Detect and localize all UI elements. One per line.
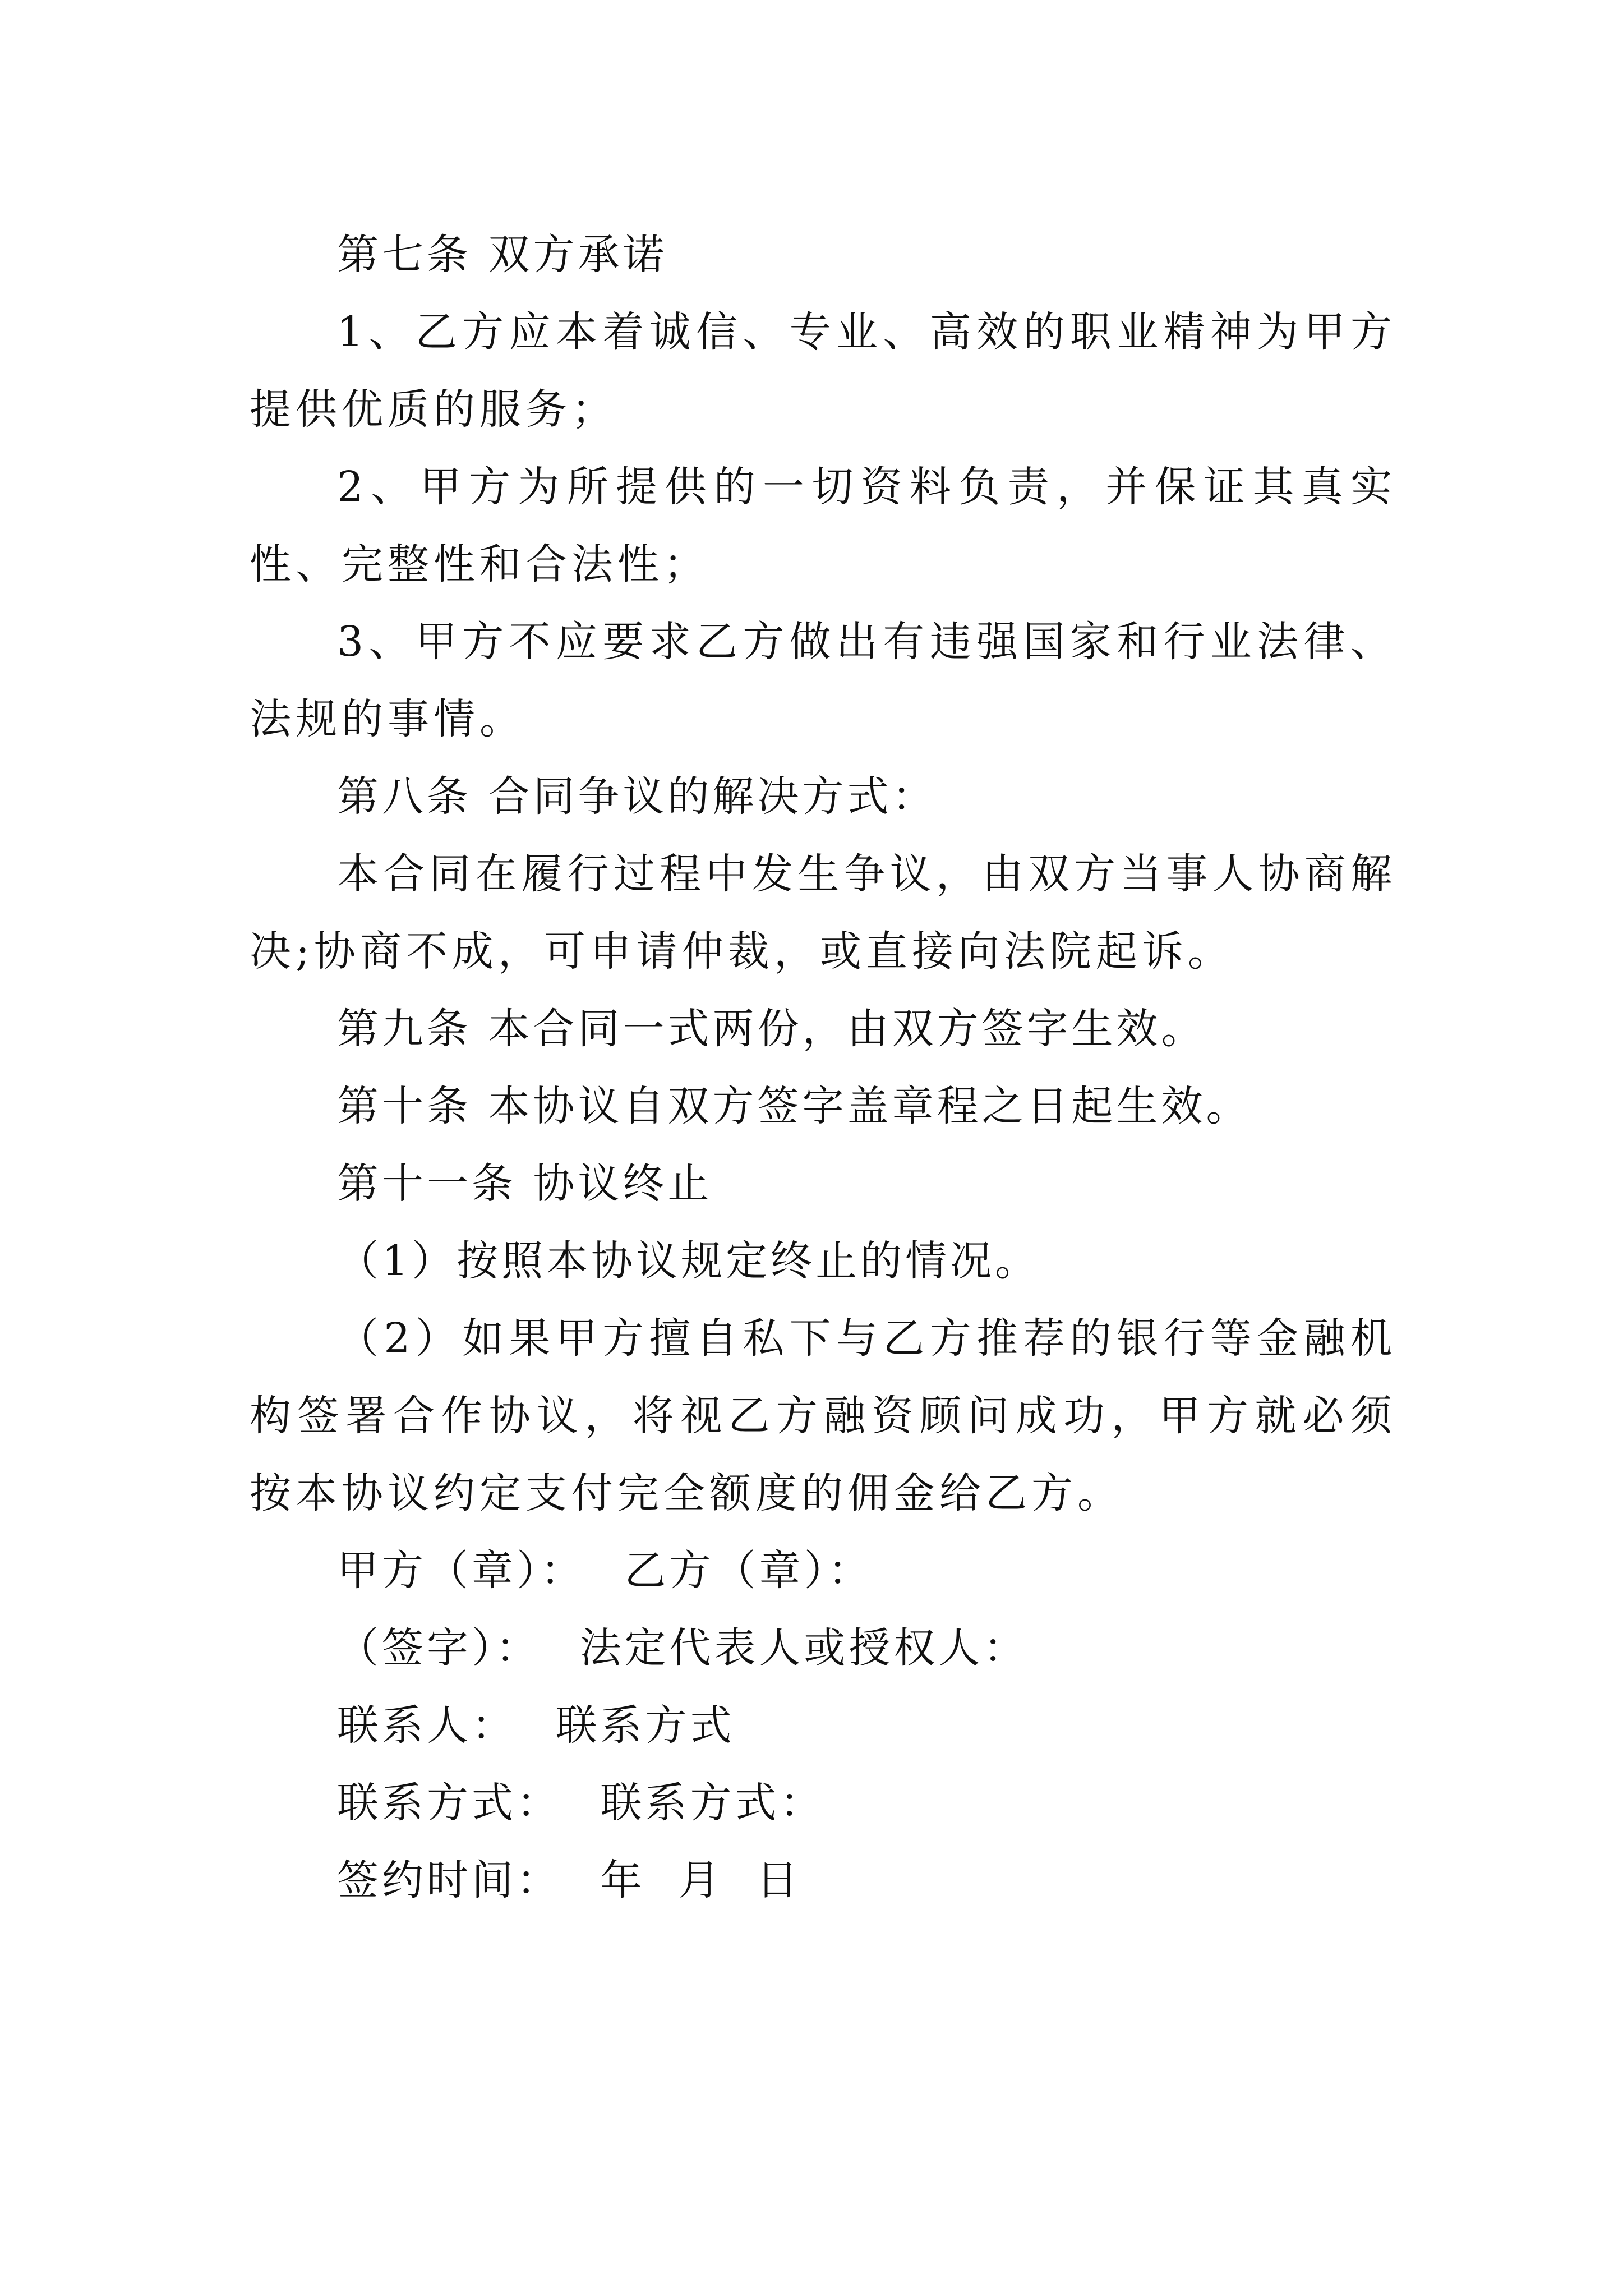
- article-7-heading: 第七条 双方承诺: [337, 231, 668, 279]
- article-10: 第十条 本协议自双方签字盖章程之日起生效。: [337, 1082, 1251, 1130]
- legal-rep-label: 法定代表人或授权人：: [579, 1624, 1029, 1672]
- sign-date-label: 签约时间：: [337, 1856, 561, 1904]
- article-9: 第九条 本合同一式两份，由双方签字生效。: [337, 1005, 1206, 1053]
- article-11-item-1: （1）按照本协议规定终止的情况。: [337, 1237, 1040, 1285]
- party-a-seal-label: 甲方（章）：: [337, 1547, 585, 1595]
- contact-method-row: [250, 1764, 1396, 1842]
- signature-sign-row: [250, 1609, 1396, 1687]
- sign-label: （签字）：: [337, 1624, 541, 1672]
- contact-person-row: [250, 1687, 1396, 1764]
- article-11-heading: 第十一条 协议终止: [337, 1159, 713, 1208]
- sign-date-row: [250, 1842, 1396, 1919]
- article-7-item-1: 1、乙方应本着诚信、专业、高效的职业精神为甲方提供优质的服务；: [250, 308, 1396, 434]
- contact-method-label-c: 联系方式：: [600, 1779, 825, 1827]
- contact-person-label: 联系人：: [337, 1701, 517, 1750]
- article-11-item-2: （2）如果甲方擅自私下与乙方推荐的银行等金融机构签署合作协议，将视乙方融资顾问成功，甲方就必须按本协议约定支付完全额度的佣金给乙方。: [250, 1314, 1396, 1517]
- article-8-body: 本合同在履行过程中发生争议，由双方当事人协商解决;协商不成，可申请仲裁，或直接向法院起诉。: [250, 850, 1396, 976]
- document-body: [250, 216, 1396, 1919]
- signature-parties: [250, 1532, 1396, 1609]
- party-b-seal-label: 乙方（章）：: [624, 1547, 873, 1595]
- article-7-item-2: 2、甲方为所提供的一切资料负责，并保证其真实性、完整性和合法性；: [250, 463, 1396, 588]
- sign-date-placeholder: 年 月 日: [600, 1856, 801, 1904]
- contact-method-label-a: 联系方式：: [337, 1779, 561, 1827]
- article-7-item-3: 3、甲方不应要求乙方做出有违强国家和行业法律、法规的事情。: [250, 618, 1396, 743]
- contact-method-label-b: 联系方式: [555, 1701, 735, 1750]
- article-8-heading: 第八条 合同争议的解决方式：: [337, 772, 937, 821]
